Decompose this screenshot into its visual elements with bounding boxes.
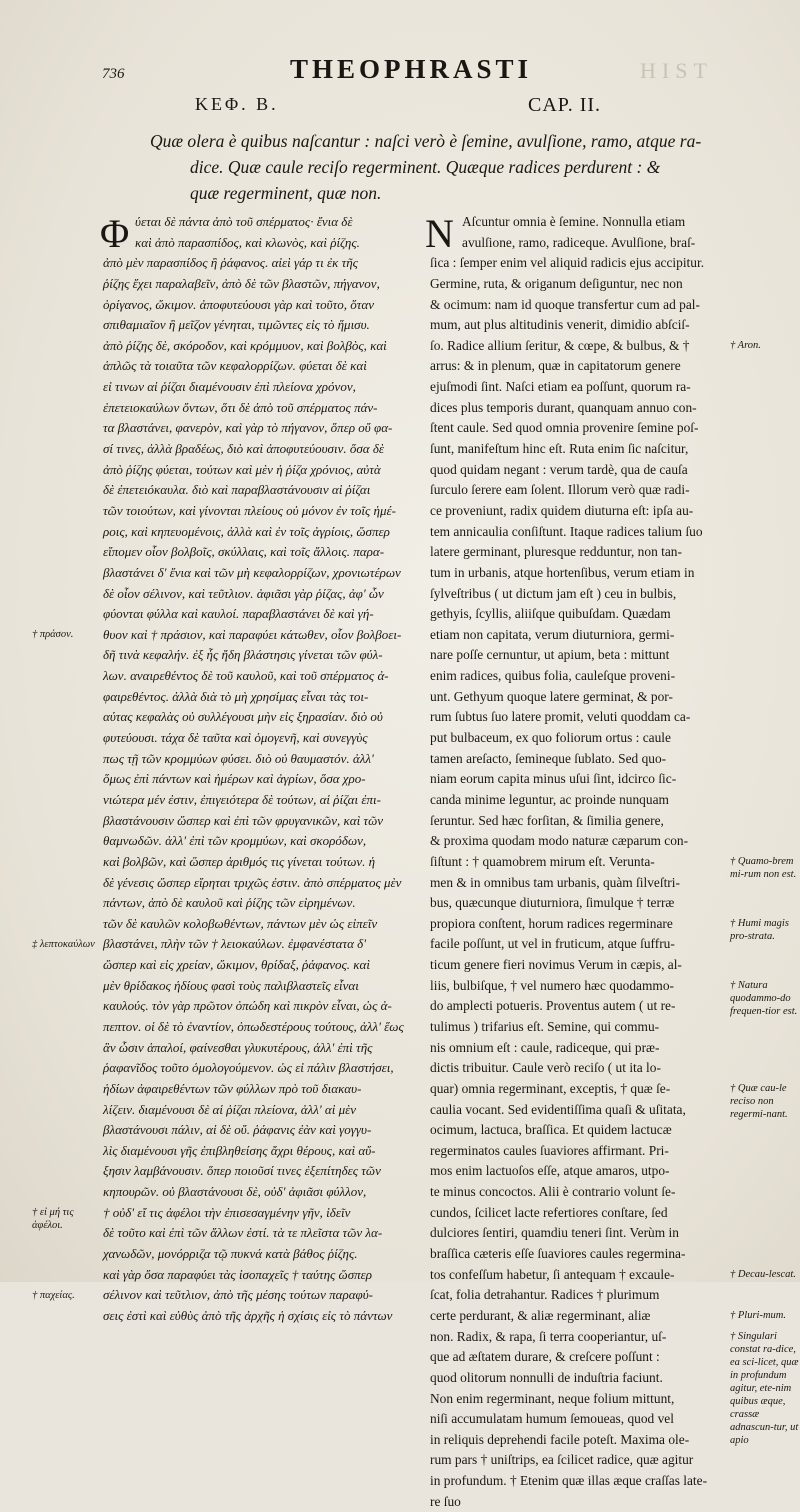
page-number: 736 [102, 66, 125, 82]
text-line: nare poſſe cernuntur, ut apium, beta : mittunt [430, 647, 670, 663]
text-line: ejuſmodi ſint. Naſci etiam ea poſſunt, quorum ra- [430, 379, 691, 395]
latin-drop-capital: N [425, 211, 454, 256]
text-line: gethyis, ſcyllis, aliiſque quibuſdam. Quædam [430, 606, 671, 622]
text-line: tem annicaulia conſiſtunt. Itaque radices talium ſuo [430, 523, 703, 539]
text-line: enim radices, quibus folia, cauleſque proveni- [430, 668, 676, 684]
text-line: καὶ βολβῶν, καὶ ὥσπερ ἀριθμός τις γίνεται τούτων. ἡ [103, 853, 376, 869]
text-line: quar) omnia regerminant, exceptis, † quæ ſe- [430, 1080, 671, 1096]
text-line: φυτεύουσι. τάχα δὲ ταῦτα καὶ ὁμογενῆ, καὶ συνεγγὺς [103, 730, 368, 746]
text-line: σέλινον καὶ τεῦτλιον, ἀπὸ τῆς μέσης τούτων παραφύ- [103, 1287, 374, 1303]
text-line: quod olitorum nonnulli de induſtria faciunt. [430, 1369, 663, 1385]
text-line: dulciores ſentiri, quamdiu teneri ſint. Verùm in [430, 1225, 679, 1241]
text-line: † οὐδ' εἴ τις ἀφέλοι τὴν ἐπισεσαγμένην γῆν, ἰδεῖν [103, 1204, 351, 1220]
margin-note: † Pluri-mum. [730, 1310, 786, 1322]
text-line: canda minime leguntur, ac proinde nunquam [430, 791, 669, 807]
text-line: λων. αναιρεθέντος δὲ τοῦ καυλοῦ, καὶ τοῦ σπέρματος ἀ- [103, 668, 389, 684]
chapter-summary [150, 128, 710, 206]
text-line: certe perdurant, & aliæ regerminant, aliæ [430, 1307, 651, 1323]
margin-note: † Singulari constat ra-dice, ea sci-licet, quæ in profundum agitur, ete-nim quibus æque, crassæ adnascun-tur, ut apio [730, 1331, 799, 1447]
text-line: βλαστάνουσι πάλιν, αἱ δὲ οὔ. ῥάφανις ἐὰν καὶ γογγυ- [103, 1122, 372, 1138]
text-line: ticum genere fieri novimus Verum in cæpis, al- [430, 957, 682, 973]
text-line: tum in urbanis, atque hortenſibus, verum etiam in [430, 564, 695, 580]
text-line: σεις ἐστὶ καὶ εὐθὺς ἀπὸ τῆς ἀρχῆς ἡ σχίσις εἰς τὸ πάντων [103, 1307, 393, 1323]
text-line: rum ſubtus ſuo latere promit, veluti quoddam ca- [430, 709, 691, 725]
text-line: λὶς διαμένουσι γῆς ἐπιβληθείσης ἄχρι θέρους, καὶ αὔ- [103, 1142, 376, 1158]
text-line: niam eorum capita minus uſui ſint, idcirco ſic- [430, 771, 677, 787]
chapter-greek: ΚΕΦ. Β. [195, 94, 279, 114]
text-line: in reliquis deprehendi facile poteſt. Maxima ole- [430, 1431, 690, 1447]
text-line: εἴπομεν οἷον βολβοῖς, σκύλλαις, καὶ τοῖς ἄλλοις. παρα- [103, 544, 385, 560]
text-line: caulia vocant. Sed evidentiſſima quaſi & uſitata, [430, 1101, 686, 1117]
text-line: πως τῇ τῶν κρομμύων φύσει. διὸ οὐ θαυμαστόν. ἀλλ' [103, 750, 374, 766]
text-line: braſſica cæteris eſſe ſuaviores caules regermina- [430, 1246, 686, 1262]
text-line: σπιθαμιαῖον ἢ μεῖζον γένηται, τιμῶντες εἰς τὸ ἥμισυ. [103, 317, 370, 333]
text-line: ἀπὸ ῥίζης δὲ, σκόροδον, καὶ κρόμμυον, καὶ βολβὸς, καὶ [103, 337, 387, 353]
margin-note: † Quamo-brem mi-rum non est. [730, 856, 797, 881]
text-line: καὶ γὰρ ὅσα παραφύει τὰς ἰσοπαχεῖς † ταύτης ὥσπερ [103, 1266, 373, 1282]
text-line: σί τινες, ἀλλὰ βραδέως, διὸ καὶ ἀποφυτεύουσιν. ὅσα δὲ [103, 441, 384, 457]
margin-note: ‡ λεπτοκαύλων [32, 938, 95, 950]
text-line: ύεται δὲ πάντα ἀπὸ τοῦ σπέρματος· ἔνια δὲ [135, 214, 353, 229]
summary-line: quæ regerminent, quæ non. [190, 183, 382, 203]
text-line: tulimus ) trifarius eſt. Semine, qui commu- [430, 1018, 660, 1034]
chapter-heading [0, 94, 800, 120]
text-line: ſiſtunt : † quamobrem mirum eſt. Verunta- [430, 853, 655, 869]
text-line: do amplecti potueris. Proventus autem ( ut re- [430, 998, 676, 1014]
text-line: ſica : ſemper enim vel aliquid radicis ejus accipitur. [430, 255, 705, 271]
margin-note: † πράσον. [32, 629, 74, 640]
text-line: ſtent caule. Sed quod omnia provenire ſemine poſ- [430, 420, 699, 436]
text-line: Aſcuntur omnia è ſemine. Nonnulla etiam [462, 214, 686, 229]
text-line: δὲ γένεσις ὥσπερ εἴρηται τριχῶς ἐστιν. ἀπὸ σπέρματος μὲν [103, 874, 402, 890]
text-line: rum pars † uniſtrips, ea ſcilicet radice, quæ agitur [430, 1452, 694, 1468]
text-line: βλαστάνει δ' ἔνια καὶ τῶν μὴ κεφαλορρίζων, χρονιωτέρων [103, 564, 401, 580]
margin-note: † Quæ cau-le reciso non regermi-nant. [730, 1083, 788, 1121]
margin-note: † Natura quodammo-do frequen-tior est. [730, 980, 798, 1018]
text-line: ſunt, manifeſtum hinc eſt. Ruta enim ſic naſcitur, [430, 441, 689, 457]
text-line: θαμνωδῶν. ἀλλ' ἐπὶ τῶν κρομμύων, καὶ σκορόδων, [103, 833, 367, 849]
text-line: dices plus temporis durant, quanquam annuo con- [430, 399, 697, 415]
text-line: unt. Gethyum quoque latere germinat, & por- [430, 688, 673, 704]
text-line: liis, bulbiſque, † vel numero hæc quodammo- [430, 977, 674, 993]
text-line: nis omnium eſt : caule, radiceque, qui præ- [430, 1039, 660, 1055]
text-line: ὅμως ἐπὶ πάντων καὶ ἡμέρων καὶ ἀγρίων, ὅσα χρο- [103, 771, 366, 787]
text-line: ἂν ὦσιν ἁπαλοί, φαίνεσθαι γλυκυτέρους, ἀλλ' ἐπὶ τῆς [103, 1039, 373, 1055]
text-line: βλαστάνουσιν ὥσπερ καὶ ἐπὶ τῶν φρυγανικῶν, καὶ τῶν [103, 812, 384, 828]
text-line: καυλούς. τὸν γὰρ πρῶτον ὀπώδη καὶ πικρὸν εἶναι, ὡς ἀ- [103, 998, 392, 1014]
text-line: ῥαφανῖδος τοῦτο ὁμολογούμενον. ὡς εἰ πάλιν βλαστήσει, [103, 1060, 394, 1076]
text-line: facile poſſunt, ut vel in fruticum, atque ſuffru- [430, 936, 675, 952]
text-line: νιώτερα μέν ἐστιν, ἐπιγειότερα δὲ τούτων, αἱ ῥίζαι ἐπι- [103, 791, 381, 807]
text-line: ὥσπερ καὶ εἰς χρείαν, ὤκιμον, θρίδαξ, ῥάφανος. καὶ [103, 957, 370, 973]
text-line: & ocimum: nam id quoque transfertur cum ad pal- [430, 296, 700, 312]
text-line: tamen areſacto, ſemineque ſublato. Sed quo- [430, 750, 667, 766]
summary-line: Quæ olera è quibus naſcantur : naſci verò è ſemine, avulſione, ramo, atque ra- [150, 131, 702, 151]
text-line: ſcat, folia detrahantur. Radices † plurimum [430, 1287, 660, 1303]
text-line: τῶν τοιούτων, καὶ γίνονται πλείους οὐ μόνον ἐν τοῖς ἡμέ- [103, 502, 396, 518]
text-line: ἐπετειοκαύλων ὄντων, ὅτι δὲ ἀπὸ τοῦ σπέρματος πάν- [103, 399, 378, 415]
text-line: ἡδίων ἀφαιρεθέντων τῶν φύλλων πρὸ τοῦ διακαυ- [103, 1080, 362, 1096]
text-line: λίζειν. διαμένουσι δὲ αἱ ῥίζαι πλείονα, ἀλλ' αἱ μὲν [103, 1101, 356, 1117]
text-line: & proxima quodam modo naturæ cæparum con- [430, 833, 689, 849]
text-line: mos enim lactuoſos eſſe, atque amaros, utpo- [430, 1163, 670, 1179]
text-line: re ſuo [430, 1493, 461, 1509]
text-line: regerminatos caules ſuaviores affirmant. Pri- [430, 1142, 669, 1158]
text-line: μὲν θρίδακος ἡδίους φασὶ τοὺς παλιβλαστεῖς εἶναι [103, 977, 359, 993]
text-line: in profundum. † Etenim quæ illas æque craſſas late- [430, 1473, 708, 1489]
text-line: put bulbaceum, ex quo foliorum ortus : caule [430, 730, 671, 746]
text-line: propiora conſtent, horum radices regerminare [430, 915, 673, 931]
running-title: THEOPHRASTI [290, 54, 533, 84]
text-line: mum, aut plus altitudinis venerit, dimidio abſciſ- [430, 317, 690, 333]
text-line: εἰ τινων αἱ ῥίζαι διαμένουσιν ἐπὶ πλείονα χρόνον, [103, 379, 356, 395]
text-line: men & in omnibus tam urbanis, quàm ſilveſtri- [430, 874, 680, 890]
latin-text-column [430, 212, 726, 1512]
text-line: κηπουρῶν. οὐ βλαστάνουσι δὲ, οὐδ' ἀφιᾶσι φύλλον, [103, 1184, 367, 1200]
margin-note: † παχείας. [32, 1289, 75, 1301]
text-line: χανωδῶν, μονόρριζα τῷ πυκνά κατὰ βάθος ῥίζης. [103, 1246, 358, 1262]
text-line: ſo. Radice allium ſeritur, & cœpe, & bulbus, & † [430, 337, 690, 353]
greek-drop-capital: Φ [100, 211, 130, 256]
text-line: ſeruntur. Sed hæc forſitan, & ſimilia genere, [430, 812, 664, 828]
text-line: ſylveſtribus ( ut dictum jam eſt ) ceu in bulbis, [430, 585, 677, 601]
text-line: cundos, ſcilicet lacte refertiores conſtare, ſed [430, 1204, 668, 1220]
text-line: βλαστάνει, πλὴν τῶν † λειοκαύλων. ἐμφανέστατα δ' [103, 936, 367, 952]
text-line: tos confeſſum habetur, ſi antequam † excaule- [430, 1266, 675, 1282]
text-line: ὀρίγανος, ὤκιμον. ἀποφυτεύουσι γὰρ καὶ τοῦτο, ὅταν [103, 296, 375, 312]
greek-text-column [103, 212, 421, 1327]
running-header [0, 54, 800, 84]
text-line: δὲ ἐπετειόκαυλα. διὸ καὶ παραβλαστάνουσιν αἱ ῥίζαι [103, 482, 371, 498]
text-line: δὲ τοῦτο καὶ ἐπὶ τῶν ἄλλων ἐστί. τὰ τε πλεῖστα τῶν λα- [103, 1225, 383, 1241]
text-line: θυον καὶ † πράσιον, καὶ παραφύει κάτωθεν, οἷον βολβοει- [103, 626, 402, 642]
text-line: δὲ οἷον σέλινον, καὶ τεῦτλιον. ἀφιᾶσι γὰρ ῥίζας, ἀφ' ὧν [103, 585, 384, 601]
margin-note: † Aron. [730, 339, 761, 351]
text-line: avulſione, ramo, radiceque. Avulſione, braſ- [462, 234, 696, 250]
text-line: non. Radix, & rapa, ſi terra cooperiantur, uſ- [430, 1328, 667, 1344]
summary-line: dice. Quæ caule reciſo regerminent. Quæque radices perdurent : & [190, 157, 661, 177]
text-line: δῆ τινὰ κεφαλήν. ἐξ ἧς ἤδη βλάστησις γίνεται τῶν φύλ- [103, 647, 383, 663]
text-line: niſi accumulatam humum ſemoueas, quod vel [430, 1411, 674, 1427]
text-line: ῥίζης ἔχει παραλαβεῖν, ἀπὸ δὲ τῶν βλαστῶν, πήγανον, [103, 275, 380, 291]
text-line: etiam non capitata, verum diuturniora, germi- [430, 626, 675, 642]
text-line: ἀπὸ ῥίζης φύεται, τούτων καὶ μὲν ἡ ῥίζα χρόνιος, αὐτὰ [103, 461, 381, 477]
text-line: te minus concoctos. Alii è contrario volunt ſe- [430, 1184, 676, 1200]
text-line: τῶν δὲ καυλῶν κολοβωθέντων, πάντων μὲν ὡς εἰπεῖν [103, 915, 378, 931]
text-line: ἁπλῶς τὰ τοιαῦτα τῶν κεφαλορρίζων. φύεται δὲ καὶ [103, 358, 367, 374]
text-line: τα βλαστάνει, φανερὸν, καὶ γὰρ τὸ πήγανον, ὅπερ οὔ φα- [103, 420, 393, 436]
text-line: ξησιν λαμβάνουσιν. ὅπερ ποιοῦσί τινες ἐξεπίτηδες τῶν [103, 1163, 381, 1179]
text-line: que ad æſtatem durare, & creſcere poſſunt : [430, 1349, 660, 1365]
text-line: Non enim regerminant, neque folium mittunt, [430, 1390, 675, 1406]
text-line: ſurculo ſerere eam ſolent. Illorum verò quæ radi- [430, 482, 690, 498]
text-line: φαιρεθέντος. ἀλλὰ διὰ τὸ μὴ χρησίμας εἶναι τὰς τοι- [103, 688, 369, 704]
bleed-through-text: HIST [640, 58, 713, 83]
margin-note: † εἰ μή τις ἀφέλοι. [32, 1207, 74, 1232]
text-line: quod quidam negant : verum tardè, qua de cauſa [430, 461, 688, 477]
margin-note: † Decau-lescat. [730, 1269, 796, 1281]
margin-note: † Humi magis pro-strata. [730, 918, 789, 943]
text-line: latere germinant, pluresque redduntur, non tan- [430, 544, 682, 560]
text-line: πεπτον. οἱ δὲ τὸ ἐναντίον, ὀπωδεστέρους τούτους, ἀλλ' ἕως [103, 1018, 404, 1034]
text-line: καὶ ἀπὸ παρασπίδος, καὶ κλωνὸς, καὶ ῥίζης. [135, 234, 360, 250]
text-line: αύτας κεφαλὰς οὐ συλλέγουσι μὴν εἰς ξηρασίαν. διὸ οὐ [103, 709, 383, 725]
text-line: ce proveniunt, radix quidem diuturna eſt: ipſa au- [430, 502, 694, 518]
text-line: ροις, καὶ κηπευομένοις, ἀλλὰ καὶ ἐν τοῖς ἀγρίοις, ὥσπερ [103, 523, 390, 539]
text-line: dictis tribuitur. Caule verò reciſo ( ut ita lo- [430, 1060, 661, 1076]
text-line: bus, quæcunque diuturniora, ſimulque † terræ [430, 895, 675, 911]
chapter-latin: CAP. II. [528, 94, 602, 116]
text-line: ocimum, lactuca, braſſica. Et quidem lactucæ [430, 1122, 672, 1138]
text-line: Germine, ruta, & origanum deſiguntur, nec non [430, 275, 683, 291]
text-line: arrus: & in plenum, quæ in capitatorum genere [430, 358, 681, 374]
text-line: φύονται φύλλα καὶ καυλοί. παραβλαστάνει δὲ καὶ γή- [103, 606, 374, 622]
text-line: πάντων, ἀπὸ δὲ καυλοῦ καὶ ῥίζης τῶν εἰρημένων. [103, 895, 356, 911]
text-line: ἀπὸ μὲν παρασπίδος ἢ ῥάφανος. αἰεὶ γάρ τι ἐκ τῆς [103, 255, 358, 271]
